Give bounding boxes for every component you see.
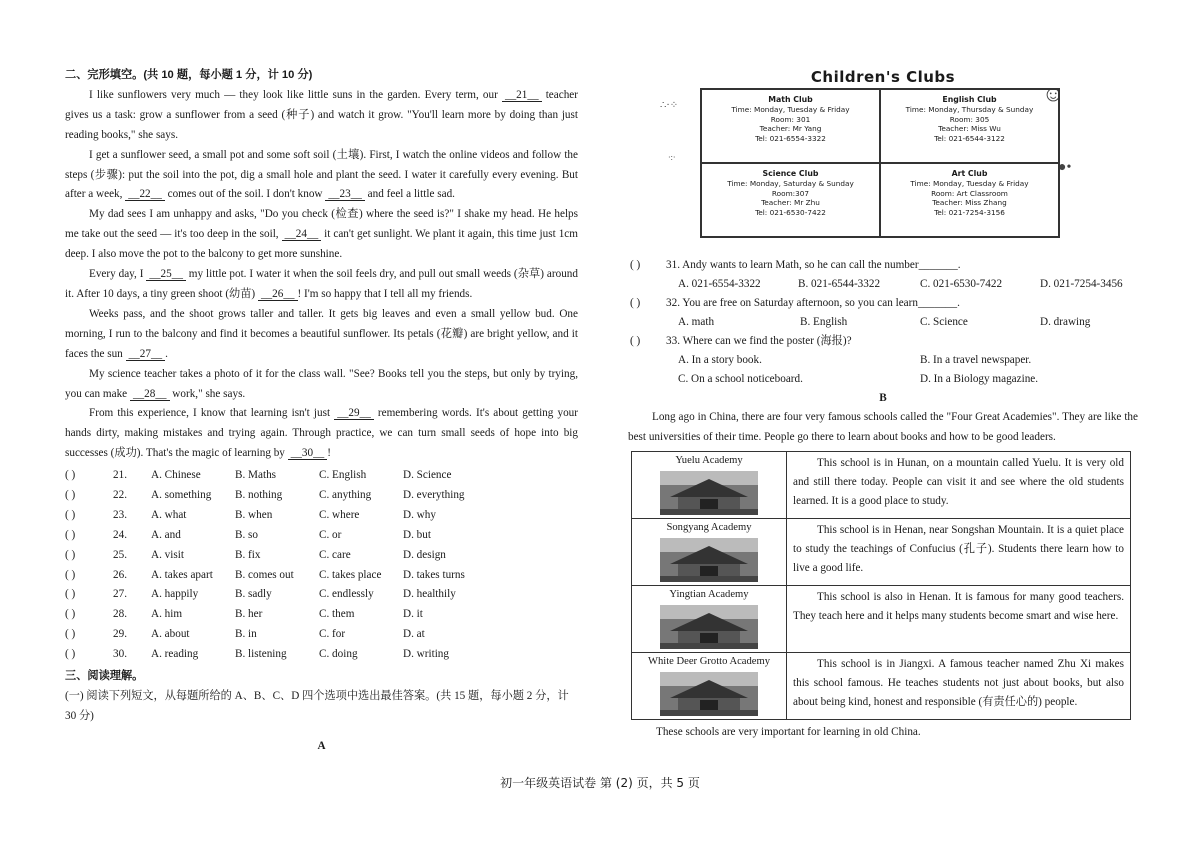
passage-b-label: B bbox=[879, 392, 887, 404]
club-time: Time: Monday, Tuesday & Friday bbox=[910, 178, 1029, 188]
question-stem: 31. Andy wants to learn Math, so he can call the number_______. bbox=[666, 259, 961, 271]
academy-photo bbox=[660, 605, 758, 649]
cloze-question-row bbox=[65, 506, 578, 526]
answer-paren: ( ) bbox=[65, 608, 76, 621]
cloze-text: ! bbox=[327, 447, 331, 460]
option-row bbox=[628, 275, 1138, 294]
reading-heading: 三、阅读理解。 bbox=[65, 670, 144, 683]
answer-paren: ( ) bbox=[65, 508, 76, 521]
cloze-question-row bbox=[65, 625, 578, 645]
option-d: D. takes turns bbox=[403, 568, 465, 581]
club-room: Room: Art Classroom bbox=[931, 188, 1008, 198]
option-d: D. everything bbox=[403, 489, 465, 502]
option-c: C. takes place bbox=[319, 568, 382, 581]
answer-paren: ( ) bbox=[65, 469, 76, 482]
option-c: C. anything bbox=[319, 489, 372, 502]
academy-description: This school is in Jiangxi. A famous teacher named Zhu Xi makes this school famous. He teaches students not just about books, but also about being kind, honest and responsible (有责任心的) people. bbox=[787, 653, 1131, 720]
cloze-question-row bbox=[65, 466, 578, 486]
question-number: 25. bbox=[113, 548, 127, 561]
option-b: B. sadly bbox=[235, 588, 272, 601]
option-a: A. him bbox=[151, 608, 183, 621]
club-teacher: Teacher: Miss Wu bbox=[938, 124, 1001, 134]
cloze-text: it can't get sunlight. We plant it again, this time just 1cm deep. I also move the pot to the balcony to get more sunshine. bbox=[65, 228, 578, 261]
paw-icon: ●• bbox=[1058, 160, 1072, 175]
answer-paren: ( ) bbox=[65, 568, 76, 581]
option-a: A. takes apart bbox=[151, 568, 213, 581]
option-b: B. her bbox=[235, 608, 263, 621]
passage-b-closing: These schools are very important for learning in old China. bbox=[656, 726, 921, 738]
option-d: D. 021-7254-3456 bbox=[1040, 278, 1123, 290]
option-b: B. fix bbox=[235, 548, 261, 561]
academy-description: This school is in Hunan, on a mountain called Yuelu. It is very old and still there today. People can visit it and see where the old students learned. It is a good place to study. bbox=[787, 452, 1131, 519]
option-b: B. listening bbox=[235, 648, 287, 661]
cloze-question-row bbox=[65, 566, 578, 586]
option-d: D. why bbox=[403, 508, 436, 521]
option-d: D. it bbox=[403, 608, 423, 621]
cloze-text: my little pot. I water it when the soil feels dry, and pull out small weeds (杂草) around it. After 10 days, a tiny green shoot (幼苗) bbox=[65, 268, 578, 300]
cloze-question-row bbox=[65, 605, 578, 625]
option-b: B. comes out bbox=[235, 568, 294, 581]
club-time: Time: Monday, Thursday & Sunday bbox=[905, 104, 1034, 114]
cloze-blank: __29__ bbox=[334, 407, 374, 420]
option-d: D. In a Biology magazine. bbox=[920, 373, 1039, 385]
club-tel: Tel: 021-6544-3122 bbox=[934, 134, 1005, 144]
cloze-paragraph bbox=[65, 305, 578, 365]
cloze-text: teacher gives us a task: grow a sunflower from a seed (种子) and watch it grow. "You'll learn more by doing than just reading books," she says. bbox=[65, 88, 578, 141]
club-time: Time: Monday, Saturday & Sunday bbox=[727, 178, 854, 188]
cloze-question-row bbox=[65, 546, 578, 566]
club-teacher: Teacher: Mr Zhu bbox=[761, 198, 820, 208]
cloze-paragraph bbox=[65, 365, 578, 405]
reading-question bbox=[628, 256, 1138, 275]
option-a: A. and bbox=[151, 528, 181, 541]
cloze-text: From this experience, I know that learning isn't just bbox=[89, 407, 335, 420]
passage-a-label: A bbox=[317, 739, 326, 752]
cloze-blank: __22__ bbox=[125, 188, 165, 201]
answer-paren: ( ) bbox=[65, 528, 76, 541]
doodle-icon: ∴·⁘ bbox=[660, 100, 679, 111]
question-number: 21. bbox=[113, 469, 127, 482]
option-a: A. math bbox=[678, 316, 715, 328]
academy-photo bbox=[660, 672, 758, 716]
academy-name: Yingtian Academy bbox=[669, 589, 749, 600]
cloze-text: I like sunflowers very much — they look like little suns in the garden. Every term, our bbox=[89, 88, 502, 101]
academy-row bbox=[632, 586, 1131, 653]
cloze-blank: __24__ bbox=[282, 228, 322, 241]
option-d: D. writing bbox=[403, 648, 449, 661]
club-tel: Tel: 021-6554-3322 bbox=[755, 134, 826, 144]
cloze-paragraph bbox=[65, 86, 578, 146]
option-d: D. healthily bbox=[403, 588, 456, 601]
academy-name-cell bbox=[632, 586, 787, 653]
clubs-poster bbox=[628, 81, 1138, 256]
question-stem: 33. Where can we find the poster (海报)? bbox=[666, 335, 852, 347]
option-d: D. design bbox=[403, 548, 446, 561]
option-a: A. Chinese bbox=[151, 469, 201, 482]
answer-paren: ( ) bbox=[630, 259, 641, 271]
cloze-question-row bbox=[65, 585, 578, 605]
question-number: 22. bbox=[113, 489, 127, 502]
cloze-blank: __26__ bbox=[258, 288, 298, 301]
option-c: C. 021-6530-7422 bbox=[920, 278, 1003, 290]
answer-paren: ( ) bbox=[65, 489, 76, 502]
cloze-question-row bbox=[65, 526, 578, 546]
cloze-blank: __23__ bbox=[325, 188, 365, 201]
option-b: B. English bbox=[800, 316, 848, 328]
doodle-icon: ·:· bbox=[668, 153, 676, 162]
option-a: A. reading bbox=[151, 648, 199, 661]
option-d: D. Science bbox=[403, 469, 452, 482]
cloze-question-list bbox=[65, 466, 578, 665]
answer-paren: ( ) bbox=[65, 628, 76, 641]
cartoon-face-icon: ☺ bbox=[1042, 81, 1065, 106]
option-c: C. English bbox=[319, 469, 367, 482]
option-d: D. drawing bbox=[1040, 316, 1091, 328]
answer-paren: ( ) bbox=[630, 297, 641, 309]
option-row bbox=[628, 351, 1138, 370]
option-row bbox=[628, 313, 1138, 332]
club-card bbox=[701, 89, 880, 163]
club-card bbox=[880, 89, 1059, 163]
club-teacher: Teacher: Mr Yang bbox=[759, 124, 822, 134]
option-b: B. when bbox=[235, 508, 273, 521]
club-name: Math Club bbox=[768, 95, 813, 104]
academy-photo bbox=[660, 471, 758, 515]
academy-description: This school is also in Henan. It is famous for many good teachers. They teach here and it helps many students become smart and wise here. bbox=[787, 586, 1131, 653]
option-a: A. 021-6554-3322 bbox=[678, 278, 761, 290]
cloze-text: Weeks pass, and the shoot grows taller and taller. It gets big leaves and even a small yellow bud. One morning, I run to the balcony and find it becomes a beautiful sunflower. Its petals (花瓣) are bright yellow, and it faces the sun bbox=[65, 307, 578, 360]
club-teacher: Teacher: Miss Zhang bbox=[932, 198, 1007, 208]
academy-description: This school is in Henan, near Songshan Mountain. It is a quiet place to study the teachings of Confucius (孔子). Students there learn how to live a good life. bbox=[787, 519, 1131, 586]
club-card bbox=[701, 163, 880, 237]
cloze-text: I get a sunflower seed, a small pot and some soft soil (土壤). First, I watch the online videos and follow the steps (步骤): put the soil into the pot, dig a small hole and plant the seed. I water it carefully every evening. But after a week, bbox=[65, 148, 578, 201]
academy-name-cell bbox=[632, 452, 787, 519]
cloze-blank: __21__ bbox=[502, 89, 542, 102]
poster-title: Children's Clubs bbox=[810, 68, 956, 86]
option-b: B. 021-6544-3322 bbox=[798, 278, 881, 290]
academy-name: Songyang Academy bbox=[666, 522, 752, 533]
option-b: B. so bbox=[235, 528, 259, 541]
answer-paren: ( ) bbox=[65, 588, 76, 601]
cloze-text: remembering words. It's about getting your hands dirty, making mistakes and trying again. Through practice, we can turn small seeds of hope into big successes (成功). That's the magic of learning by bbox=[65, 407, 579, 460]
cloze-paragraph bbox=[65, 205, 578, 265]
question-number: 24. bbox=[113, 528, 127, 541]
cloze-text: My science teacher takes a photo of it for the class wall. "See? Books tell you the steps, but only by trying, you can make bbox=[65, 367, 578, 400]
academy-name: White Deer Grotto Academy bbox=[647, 656, 771, 667]
option-c: C. them bbox=[319, 608, 355, 621]
cloze-question-row bbox=[65, 645, 578, 665]
page-footer: 初一年级英语试卷 第 (2) 页，共 5 页 bbox=[500, 776, 700, 790]
option-c: C. endlessly bbox=[319, 588, 374, 601]
option-c: C. for bbox=[319, 628, 346, 641]
question-number: 28. bbox=[113, 608, 127, 621]
academy-name: Yuelu Academy bbox=[675, 455, 743, 466]
option-c: C. where bbox=[319, 508, 360, 521]
academies-table bbox=[631, 451, 1131, 720]
cloze-text: work," she says. bbox=[169, 387, 246, 400]
right-column bbox=[628, 66, 1138, 742]
reading-instruction: (一) 阅读下列短文，从每题所给的 A、B、C、D 四个选项中选出最佳答案。(共 15 题，每小题 2 分，计 30 分) bbox=[65, 689, 569, 722]
club-grid bbox=[700, 88, 1060, 238]
cloze-text: and feel a little sad. bbox=[364, 188, 455, 201]
cloze-heading: 二、完形填空。(共 10 题，每小题 1 分，计 10 分) bbox=[65, 69, 313, 81]
academy-name-cell bbox=[632, 653, 787, 720]
question-stem: 32. You are free on Saturday afternoon, so you can learn_______. bbox=[666, 297, 960, 309]
question-number: 30. bbox=[113, 648, 127, 661]
academy-name-cell bbox=[632, 519, 787, 586]
club-card bbox=[880, 163, 1059, 237]
passage-b-intro: Long ago in China, there are four very famous schools called the "Four Great Academies". They are like the best universities of their time. People go there to learn about books and how to be good leaders. bbox=[628, 411, 1138, 443]
club-room: Room: 305 bbox=[949, 114, 990, 124]
option-row bbox=[628, 370, 1138, 389]
cloze-question-row bbox=[65, 486, 578, 506]
cloze-blank: __25__ bbox=[146, 268, 186, 281]
option-a: A. about bbox=[151, 628, 190, 641]
academy-row bbox=[632, 452, 1131, 519]
option-a: A. happily bbox=[151, 588, 199, 601]
left-column bbox=[65, 66, 578, 757]
passage-a-questions bbox=[628, 256, 1138, 389]
option-b: B. in bbox=[235, 628, 257, 641]
option-b: B. In a travel newspaper. bbox=[920, 354, 1032, 366]
cloze-text: My dad sees I am unhappy and asks, "Do you check (检查) where the seed is?" I shake my head. He helps me take out the seed — it's too deep in the soil, bbox=[65, 208, 578, 241]
club-tel: Tel: 021-7254-3156 bbox=[934, 208, 1005, 218]
club-room: Room: 301 bbox=[770, 114, 811, 124]
option-a: A. visit bbox=[151, 548, 184, 561]
cloze-blank: __30__ bbox=[288, 447, 328, 460]
option-b: B. nothing bbox=[235, 489, 283, 502]
option-c: C. care bbox=[319, 548, 351, 561]
option-c: C. doing bbox=[319, 648, 358, 661]
cloze-paragraph bbox=[65, 146, 578, 206]
club-name: Science Club bbox=[762, 169, 819, 178]
option-a: A. what bbox=[151, 508, 187, 521]
cloze-blank: __28__ bbox=[130, 388, 170, 401]
answer-paren: ( ) bbox=[65, 648, 76, 661]
option-c: C. or bbox=[319, 528, 342, 541]
cloze-text: ! I'm so happy that I tell all my friends. bbox=[297, 287, 473, 300]
cloze-text: comes out of the soil. I don't know bbox=[164, 188, 326, 201]
option-c: C. On a school noticeboard. bbox=[678, 373, 803, 385]
club-time: Time: Monday, Tuesday & Friday bbox=[731, 104, 850, 114]
cloze-paragraph bbox=[65, 265, 578, 305]
cloze-passage bbox=[65, 86, 578, 464]
question-number: 29. bbox=[113, 628, 127, 641]
question-number: 23. bbox=[113, 508, 127, 521]
answer-paren: ( ) bbox=[630, 335, 641, 347]
question-number: 27. bbox=[113, 588, 127, 601]
question-number: 26. bbox=[113, 568, 127, 581]
reading-question bbox=[628, 294, 1138, 313]
cloze-text: Every day, I bbox=[89, 268, 147, 281]
reading-question bbox=[628, 332, 1138, 351]
option-a: A. In a story book. bbox=[678, 354, 762, 366]
answer-paren: ( ) bbox=[65, 548, 76, 561]
academy-row bbox=[632, 519, 1131, 586]
option-d: D. but bbox=[403, 528, 431, 541]
option-d: D. at bbox=[403, 628, 425, 641]
cloze-blank: __27__ bbox=[126, 348, 166, 361]
cloze-text: . bbox=[165, 347, 168, 360]
academy-row bbox=[632, 653, 1131, 720]
option-b: B. Maths bbox=[235, 469, 277, 482]
club-tel: Tel: 021-6530-7422 bbox=[755, 208, 826, 218]
club-room: Room:307 bbox=[771, 188, 810, 198]
academy-photo bbox=[660, 538, 758, 582]
option-a: A. something bbox=[151, 489, 212, 502]
option-c: C. Science bbox=[920, 316, 968, 328]
club-name: English Club bbox=[942, 95, 997, 104]
club-name: Art Club bbox=[951, 169, 988, 178]
cloze-paragraph bbox=[65, 404, 578, 464]
